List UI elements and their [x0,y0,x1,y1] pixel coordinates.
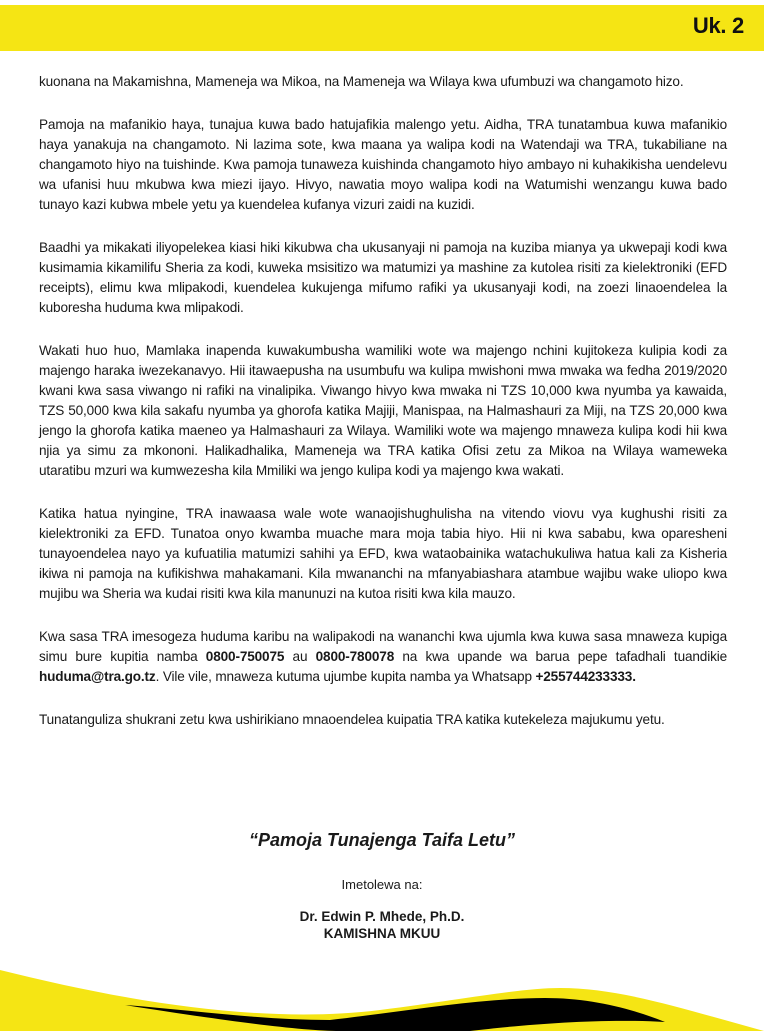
paragraph-4 [39,341,727,481]
paragraph-text: . Vile vile, mnaweza kutuma ujumbe kupita namba ya Whatsapp [155,669,536,684]
highlighted-contact: +255744233333. [535,669,636,684]
paragraph-1 [39,72,727,92]
signatory-title: KAMISHNA MKUU [323,926,441,941]
letter-body [39,72,727,753]
footer-wave-decoration [0,970,764,1031]
page-number: Uk. 2 [692,13,744,38]
paragraph-text: Kwa sasa TRA imesogeza huduma karibu na walipakodi na wananchi kwa ujumla kwa kuwa sasa mnaweza kupiga simu bure kupitia namba [39,629,727,664]
paragraph-text: Tunatanguliza shukrani zetu kwa ushirikiano mnaoendelea kuipatia TRA katika kutekeleza majukumu yetu. [39,712,665,727]
paragraph-text: na kwa upande wa barua pepe tafadhali tuandikie [394,649,728,664]
highlighted-contact: huduma@tra.go.tz [39,669,156,684]
paragraph-text: Katika hatua nyingine, TRA inawaasa wale wote wanaojishughulisha na vitendo viovu vya kughushi risiti za kielektroniki za EFD. Tunatoa onyo kwamba muache mara moja tabia hiyo. Hii ni kwa sababu, kwa oparesheni tunayoendelea nayo ya kufuatilia matumizi sahihi ya EFD, kwa wataobainika watachukuliwa hatua kali za Kisheria ikiwa ni pamoja na kufikishwa mahakamani. Kila mwananchi na mfanyabiashara atambue wajibu wake uliopo kwa mujibu wa Sheria wa kudai risiti kwa kila manunuzi na kutoa risiti kwa kila mauzo. [39,506,727,601]
paragraph-text: kuonana na Makamishna, Mameneja wa Mikoa, na Mameneja wa Wilaya kwa ufumbuzi wa changamoto hizo. [39,74,684,89]
header-band [0,5,764,51]
paragraph-7-thanks [39,710,727,730]
paragraph-text: Pamoja na mafanikio haya, tunajua kuwa bado hatujafikia malengo yetu. Aidha, TRA tunatambua kuwa mafanikio haya yanakuja na changamoto. Ni lazima sote, kwa maana ya walipa kodi na Watendaji wa TRA, tukabiliane na changamoto hiyo na tuishinde. Kwa pamoja tunaweza kuishinda changamoto hiyo ambayo ni kuhakikisha uendelevu wa ufanisi huu mkubwa kwa miezi ijayo. Hivyo, nawatia moyo walipa kodi na Watumishi wenzangu kuwa bado tunayo kazi kubwa mbele yetu ya kuendelea kufanya vizuri zaidi na kuzidi. [39,117,727,212]
issued-by-label: Imetolewa na: [341,877,423,892]
highlighted-contact: 0800-750075 [205,649,285,664]
slogan: “Pamoja Tunajenga Taifa Letu” [248,830,516,850]
paragraph-5 [39,504,727,604]
highlighted-contact: 0800-780078 [315,649,395,664]
paragraph-3 [39,238,727,318]
paragraph-2 [39,115,727,215]
signatory-name: Dr. Edwin P. Mhede, Ph.D. [299,909,465,924]
paragraph-text: au [284,649,316,664]
paragraph-6-contacts [39,627,727,687]
paragraph-text: Wakati huo huo, Mamlaka inapenda kuwakumbusha wamiliki wote wa majengo nchini kujitokeza kulipia kodi za majengo haraka iwezekanavyo. Hii itawaepusha na usumbufu wa kulipa mwishoni mwa mwaka wa fedha 2019/2020 kwani kwa sasa viwango ni rafiki na vinalipika. Viwango hivyo kwa mwaka ni TZS 10,000 kwa nyumba ya kawaida, TZS 50,000 kwa kila sakafu nyumba ya ghorofa katika Majiji, Manispaa, na Halmashauri za Miji, na TZS 20,000 kwa jengo la ghorofa katika maeneo ya Halmashauri za Wilaya. Wamiliki wote wa majengo mnaweza kulipa kodi hii kwa njia ya simu za mkononi. Halikadhalika, Mameneja wa TRA katika Ofisi zetu za Mikoa na Wilaya wameweka utaratibu mzuri wa kumwezesha kila Mmiliki wa jengo kulipa kodi ya majengo kwa wakati. [39,343,727,478]
paragraph-text: Baadhi ya mikakati iliyopelekea kiasi hiki kikubwa cha ukusanyaji ni pamoja na kuziba mianya ya ukwepaji kodi kwa kusimamia kikamilifu Sheria za kodi, kuweka msisitizo wa matumizi ya mashine za kutolea risiti za kielektroniki (EFD receipts), elimu kwa mlipakodi, kuendelea kukujenga mifumo rafiki ya ukusanyaji kodi, na zoezi linaoendelea la kuboresha huduma kwa mlipakodi. [39,240,727,315]
